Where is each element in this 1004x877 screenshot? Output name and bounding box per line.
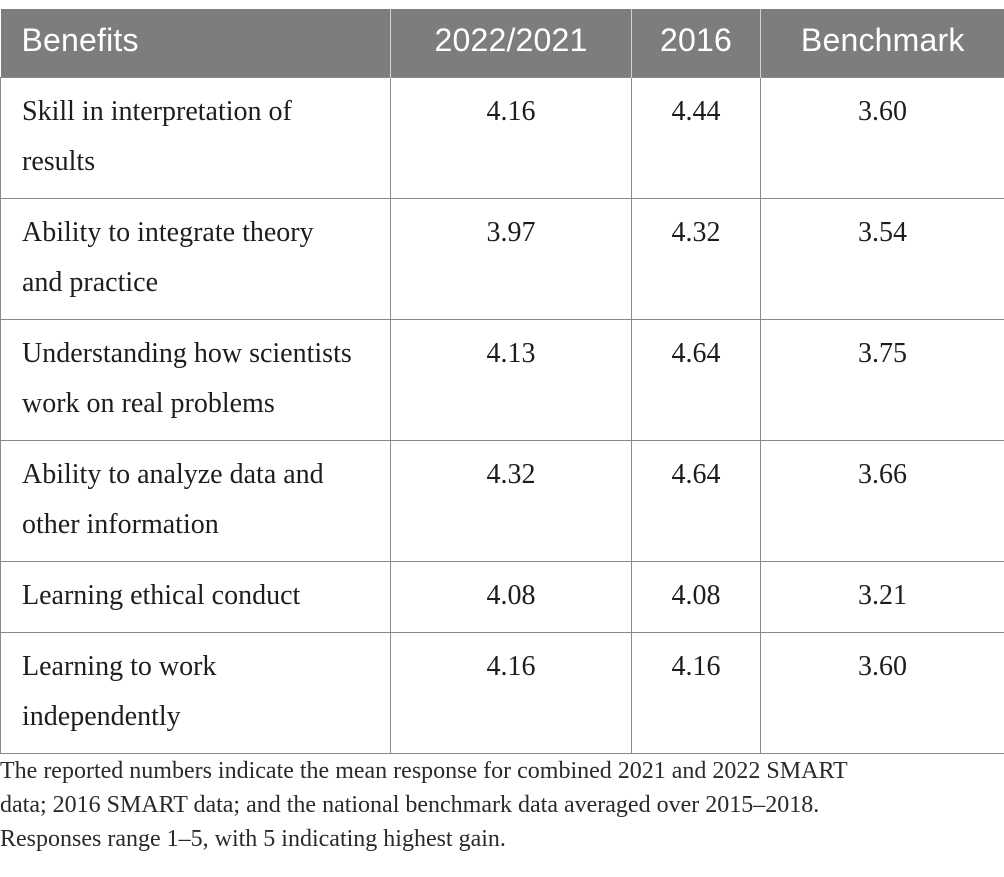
value-benchmark-cell: 3.54 bbox=[761, 198, 1004, 319]
value-2016-cell: 4.64 bbox=[632, 319, 761, 440]
table-row bbox=[1, 561, 1004, 632]
header-2016: 2016 bbox=[632, 9, 761, 77]
footnote-line: data; 2016 SMART data; and the national benchmark data averaged over 2015–2018. bbox=[0, 792, 820, 818]
value-benchmark-cell: 3.75 bbox=[761, 319, 1004, 440]
value-2016-cell: 4.32 bbox=[632, 198, 761, 319]
header-benefits: Benefits bbox=[21, 22, 139, 59]
value-2022-2021-cell: 4.13 bbox=[391, 319, 632, 440]
table-row bbox=[1, 77, 1004, 198]
benefits-table bbox=[0, 9, 1004, 754]
benefit-cell: Ability to analyze data and other information bbox=[1, 440, 391, 561]
footnote-line: Responses range 1–5, with 5 indicating highest gain. bbox=[0, 826, 506, 852]
header-row bbox=[1, 9, 1004, 77]
footnote-line: The reported numbers indicate the mean response for combined 2021 and 2022 SMART bbox=[0, 758, 848, 784]
table-row bbox=[1, 440, 1004, 561]
value-2022-2021-cell: 3.97 bbox=[391, 198, 632, 319]
value-2016-cell: 4.08 bbox=[632, 561, 761, 632]
value-benchmark-cell: 3.21 bbox=[761, 561, 1004, 632]
benefit-cell: Ability to integrate theory and practice bbox=[1, 198, 391, 319]
benefit-cell: Learning ethical conduct bbox=[1, 561, 391, 632]
value-2022-2021-cell: 4.16 bbox=[391, 77, 632, 198]
benefit-cell: Understanding how scientists work on real problems bbox=[1, 319, 391, 440]
value-2022-2021-cell: 4.16 bbox=[391, 632, 632, 753]
table-footnote bbox=[0, 754, 1004, 856]
value-2022-2021-cell: 4.32 bbox=[391, 440, 632, 561]
value-2022-2021-cell: 4.08 bbox=[391, 561, 632, 632]
table-row bbox=[1, 319, 1004, 440]
value-2016-cell: 4.64 bbox=[632, 440, 761, 561]
value-2016-cell: 4.16 bbox=[632, 632, 761, 753]
header-2022-2021: 2022/2021 bbox=[391, 9, 632, 77]
value-benchmark-cell: 3.60 bbox=[761, 77, 1004, 198]
table-row bbox=[1, 198, 1004, 319]
header-benchmark: Benchmark bbox=[761, 9, 1004, 77]
table-header bbox=[1, 9, 1004, 77]
value-benchmark-cell: 3.60 bbox=[761, 632, 1004, 753]
table-row bbox=[1, 632, 1004, 753]
table-body bbox=[1, 77, 1004, 753]
benefit-cell: Learning to work independently bbox=[1, 632, 391, 753]
benefit-cell: Skill in interpretation of results bbox=[1, 77, 391, 198]
value-2016-cell: 4.44 bbox=[632, 77, 761, 198]
value-benchmark-cell: 3.66 bbox=[761, 440, 1004, 561]
